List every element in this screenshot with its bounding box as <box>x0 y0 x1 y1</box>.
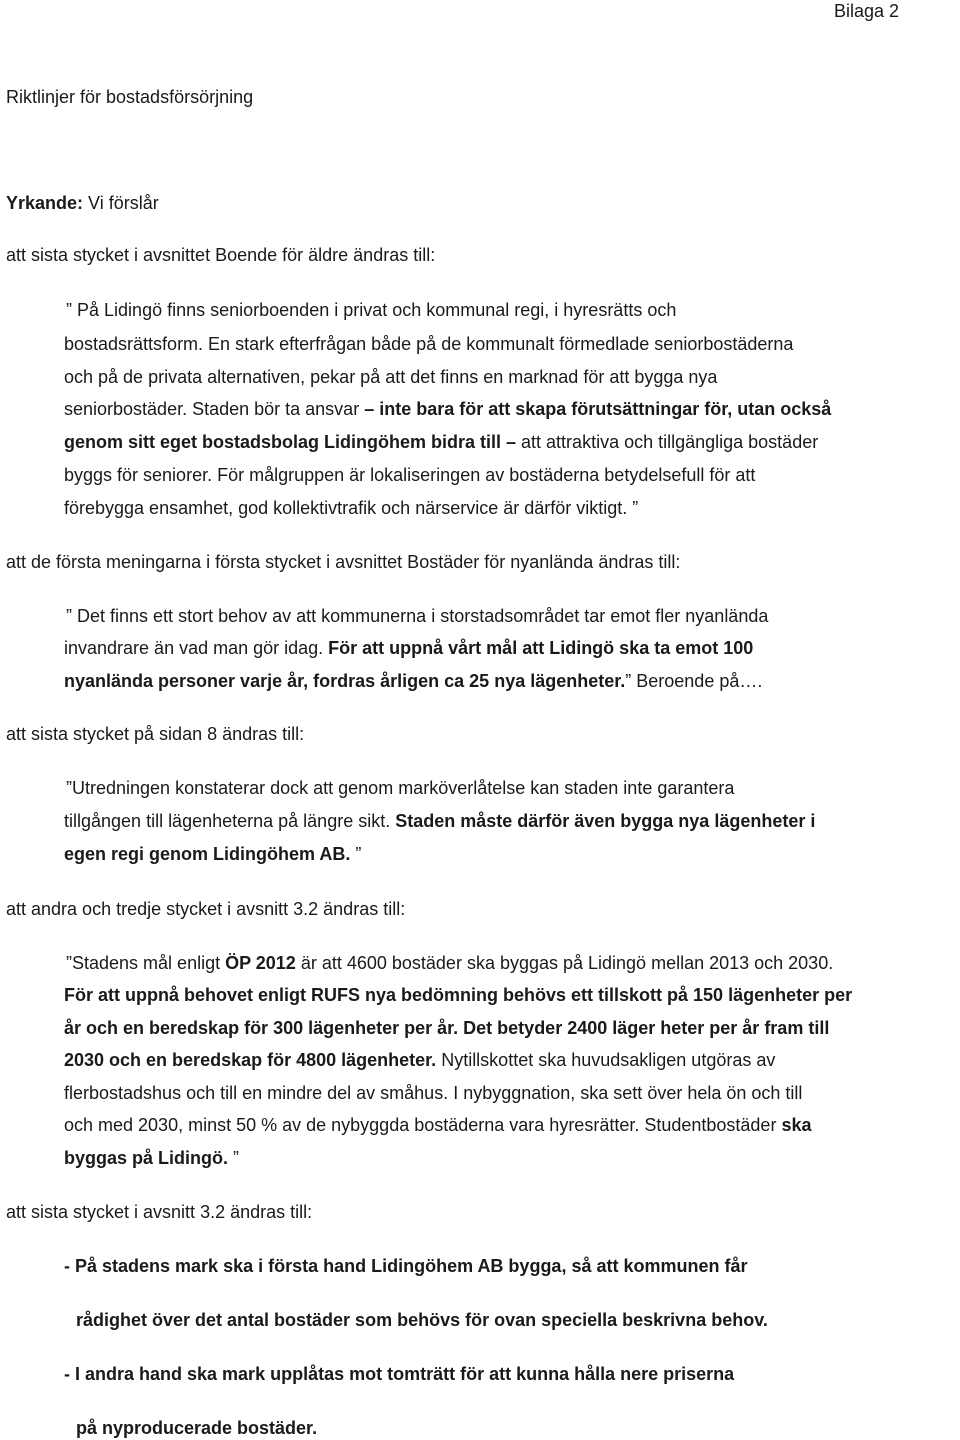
bullet-1: - På stadens mark ska i första hand Lidingöhem AB bygga, så att kommunen får <box>64 1256 748 1276</box>
bullet-2-continued: på nyproducerade bostäder. <box>76 1418 318 1438</box>
section4-line-7: byggas på Lidingö. ” <box>64 1148 240 1168</box>
section1-line-1: ” På Lidingö finns seniorboenden i privat och kommunal regi, i hyresrätts och <box>66 300 677 320</box>
section3-line-1: ”Utredningen konstaterar dock att genom marköverlåtelse kan staden inte garantera <box>66 778 735 798</box>
yrkande-line <box>6 192 159 214</box>
section4-line-5: flerbostadshus och till en mindre del av småhus. I nybyggnation, ska sett över hela ön och till <box>64 1083 803 1103</box>
section5-intro: att sista stycket i avsnitt 3.2 ändras till: <box>6 1202 313 1222</box>
close-quote: ” <box>625 671 632 691</box>
section4-line-3: år och en beredskap för 300 lägenheter per år. Det betyder 2400 läger heter per år fram till <box>64 1018 830 1038</box>
section1-line-6: byggs för seniorer. För målgruppen är lokaliseringen av bostäderna betydelsefull för att <box>64 465 756 485</box>
yrkande-text: Vi förslår <box>83 193 159 213</box>
section1-line-4: seniorbostäder. Staden bör ta ansvar – inte bara för att skapa förutsättningar för, utan också <box>64 399 832 419</box>
section4-line-6: och med 2030, minst 50 % av de nybyggda bostäderna vara hyresrätter. Studentbostäder ska <box>64 1115 812 1135</box>
section2-line-1: ” Det finns ett stort behov av att kommunerna i storstadsområdet tar emot fler nyanlända <box>66 606 769 626</box>
open-quote: ” <box>66 300 72 320</box>
section2-intro: att de första meningarna i första stycket i avsnittet Bostäder för nyanlända ändras till: <box>6 552 681 572</box>
section1-line-2: bostadsrättsform. En stark efterfrågan både på de kommunalt förmedlade seniorbostäderna <box>64 334 794 354</box>
section1-intro: att sista stycket i avsnittet Boende för äldre ändras till: <box>6 245 436 265</box>
bullet-2: - I andra hand ska mark upplåtas mot tomträtt för att kunna hålla nere priserna <box>64 1364 735 1384</box>
open-quote: ” <box>66 606 72 626</box>
section4-line-1: ”Stadens mål enligt ÖP 2012 är att 4600 bostäder ska byggas på Lidingö mellan 2013 och 2030. <box>66 953 834 973</box>
page-title: Riktlinjer för bostadsförsörjning <box>6 87 254 107</box>
yrkande-label: Yrkande: <box>6 193 84 213</box>
section4-line-2: För att uppnå behovet enligt RUFS nya bedömning behövs ett tillskott på 150 lägenheter per <box>64 985 853 1005</box>
section1-line-5: genom sitt eget bostadsbolag Lidingöhem bidra till – att attraktiva och tillgängliga bostäder <box>64 432 819 452</box>
close-quote: ” <box>355 844 362 864</box>
open-quote: ” <box>66 778 72 798</box>
close-quote: ” <box>632 498 639 518</box>
section3-line-3: egen regi genom Lidingöhem AB. ” <box>64 844 362 864</box>
section3-line-2: tillgången till lägenheterna på längre sikt. Staden måste därför även bygga nya lägenheter i <box>64 811 816 831</box>
section2-line-3: nyanlända personer varje år, fordras årligen ca 25 nya lägenheter.” Beroende på…. <box>64 671 763 691</box>
section1-line-3: och på de privata alternativen, pekar på att det finns en marknad för att bygga nya <box>64 367 718 387</box>
section3-intro: att sista stycket på sidan 8 ändras till: <box>6 724 305 744</box>
bullet-1-continued: rådighet över det antal bostäder som behövs för ovan speciella beskrivna behov. <box>76 1310 768 1330</box>
attachment-label: Bilaga 2 <box>834 1 900 21</box>
section2-line-2: invandrare än vad man gör idag. För att uppnå vårt mål att Lidingö ska ta emot 100 <box>64 638 754 658</box>
close-quote: ” <box>233 1148 240 1168</box>
section4-line-4: 2030 och en beredskap för 4800 lägenheter. Nytillskottet ska huvudsakligen utgöras av <box>64 1050 776 1070</box>
section1-line-7: förebygga ensamhet, god kollektivtrafik och närservice är därför viktigt. ” <box>64 498 639 518</box>
open-quote: ” <box>66 953 72 973</box>
section4-intro: att andra och tredje stycket i avsnitt 3.2 ändras till: <box>6 899 406 919</box>
